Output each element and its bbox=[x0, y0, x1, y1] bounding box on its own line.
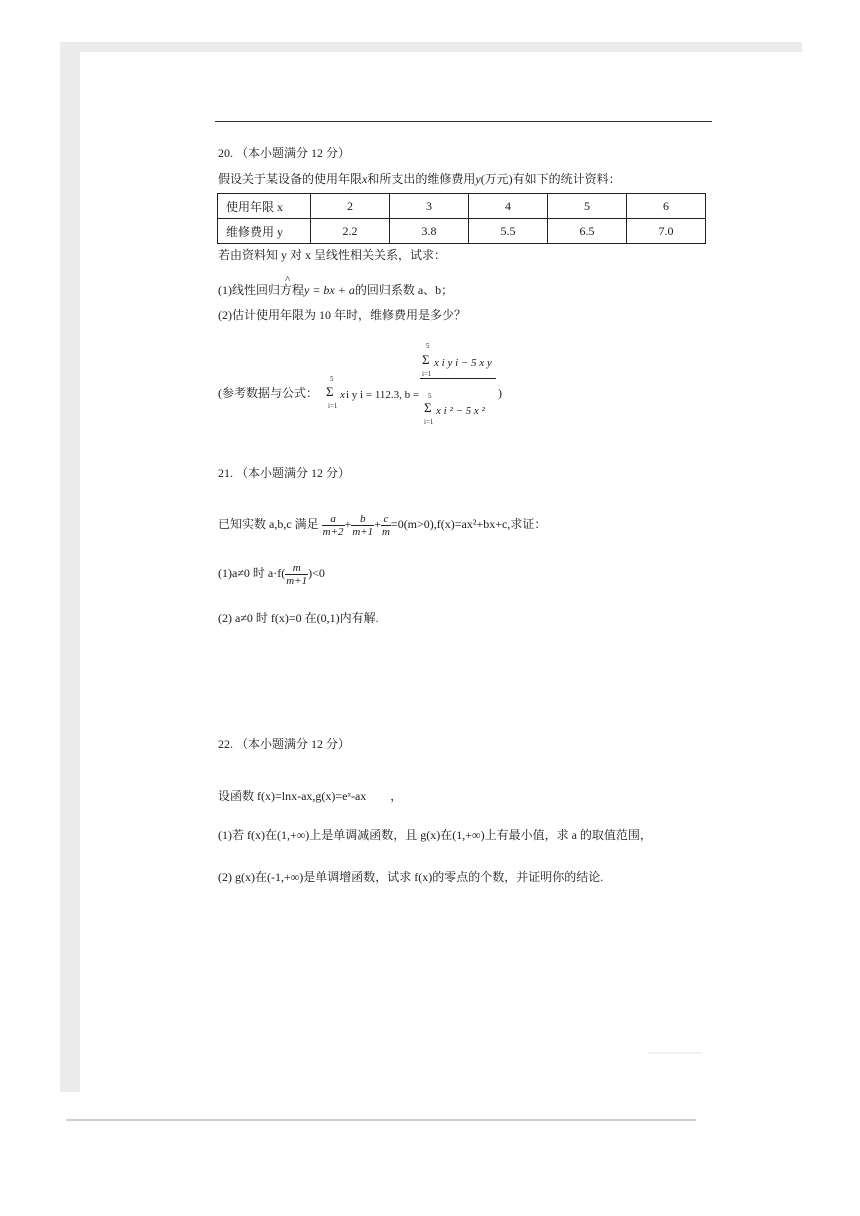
q20-part2: (2)估计使用年限为 10 年时，维修费用是多少？ bbox=[218, 308, 466, 322]
ref-sum-value: i y i = 112.3, b = bbox=[346, 389, 420, 401]
q21-stem: 已知实数 a,b,c 满足 $\frac{a}{m+2}$ + $\frac{b}{m+1}$ + $\frac{c}{m}$ =0(m>0),f(x)=ax²+bx+c,求证： bbox=[218, 512, 547, 538]
page-frame-top bbox=[60, 42, 802, 52]
num-limit-top: 5 bbox=[426, 342, 430, 350]
num-limit-bottom: i=1 bbox=[422, 370, 432, 378]
table-cell: 4 bbox=[469, 194, 548, 219]
q20-reference-label: (参考数据与公式： bbox=[218, 386, 318, 400]
q21-part1: (1)a≠0 时 a·f( $\frac{m}{m+1}$ )<0 bbox=[218, 561, 325, 587]
fraction: $\frac{b}{m+1}$ bbox=[352, 512, 374, 538]
sigma-symbol: Σ bbox=[326, 384, 334, 399]
table-cell: 3 bbox=[390, 194, 469, 219]
table-cell: 5.5 bbox=[469, 219, 548, 244]
den-limit-bottom: i=1 bbox=[424, 418, 434, 426]
sum-limit-top: 5 bbox=[330, 375, 334, 383]
table-cell: 6.5 bbox=[548, 219, 627, 244]
fraction-bar bbox=[420, 378, 496, 379]
statistics-table bbox=[217, 193, 706, 244]
header-rule bbox=[215, 121, 712, 122]
table-row bbox=[218, 219, 706, 244]
formula-denominator: x i ² − 5 x ² bbox=[436, 405, 485, 417]
page-bottom-line bbox=[66, 1119, 696, 1121]
q22-title: 22. （本小题满分 12 分） bbox=[218, 737, 351, 751]
q20-intro: 假设关于某设备的使用年限x和所支出的维修费用y(万元)有如下的统计资料： bbox=[218, 172, 621, 186]
row-label-years: 使用年限 x bbox=[218, 194, 311, 219]
table-row bbox=[218, 194, 706, 219]
formula-numerator: x i y i − 5 x y bbox=[434, 357, 492, 369]
q21-title: 21. （本小题满分 12 分） bbox=[218, 466, 351, 480]
page-frame-left bbox=[60, 42, 80, 1092]
hat-symbol: ^ bbox=[285, 274, 291, 286]
table-cell: 2.2 bbox=[311, 219, 390, 244]
den-limit-top: 5 bbox=[428, 392, 432, 400]
table-cell: 7.0 bbox=[627, 219, 706, 244]
ref-sum-var: x bbox=[340, 389, 345, 401]
q22-stem: 设函数 f(x)=lnx-ax,g(x)=eˣ-ax ， bbox=[218, 789, 403, 803]
q20-condition: 若由资料知 y 对 x 呈线性相关关系，试求： bbox=[218, 248, 447, 262]
row-label-cost: 维修费用 y bbox=[218, 219, 311, 244]
sum-limit-bottom: i=1 bbox=[328, 402, 338, 410]
table-cell: 5 bbox=[548, 194, 627, 219]
fraction: $\frac{m}{m+1}$ bbox=[286, 561, 308, 587]
q22-part1: (1)若 f(x)在(1,+∞)上是单调减函数，且 g(x)在(1,+∞)上有最小值，求 a 的取值范围， bbox=[218, 828, 652, 842]
fraction: $\frac{a}{m+2}$ bbox=[322, 512, 344, 538]
fraction: $\frac{c}{m}$ bbox=[381, 512, 390, 538]
reference-close: ) bbox=[498, 386, 502, 400]
q22-part2: (2) g(x)在(-1,+∞)是单调增函数，试求 f(x)的零点的个数，并证明你的结论. bbox=[218, 870, 604, 884]
table-cell: 6 bbox=[627, 194, 706, 219]
q20-part1: (1)线性回归方程y = bx + a的回归系数 a、b； bbox=[218, 283, 454, 297]
num-sigma: Σ bbox=[422, 352, 430, 367]
table-cell: 2 bbox=[311, 194, 390, 219]
q21-part2: (2) a≠0 时 f(x)=0 在(0,1)内有解. bbox=[218, 611, 379, 625]
q20-title: 20. （本小题满分 12 分） bbox=[218, 146, 351, 160]
den-sigma: Σ bbox=[424, 400, 432, 415]
faint-mark bbox=[648, 1052, 702, 1054]
table-cell: 3.8 bbox=[390, 219, 469, 244]
